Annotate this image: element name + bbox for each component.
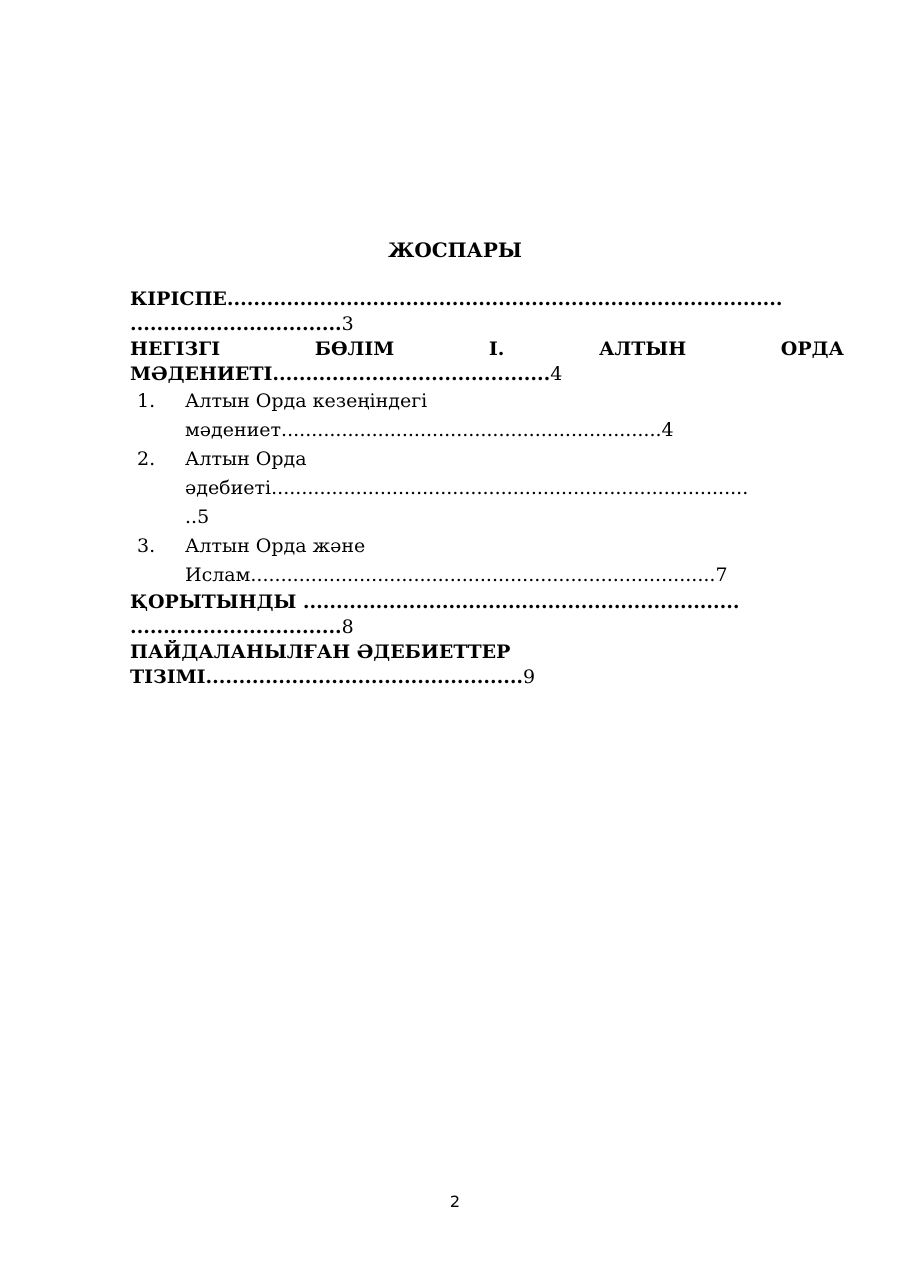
toc-entry-references bbox=[130, 640, 844, 690]
toc-main-word: БӨЛІМ bbox=[314, 338, 395, 360]
toc-main-word: НЕГІЗГІ bbox=[130, 338, 221, 360]
toc-subitem-line2 bbox=[185, 561, 844, 590]
toc-subitem-2 bbox=[130, 445, 844, 532]
toc-entry-conclusion bbox=[130, 590, 844, 640]
toc-references-line1: ПАЙДАЛАНЫЛҒАН ӘДЕБИЕТТЕР bbox=[130, 641, 511, 663]
toc-references-line2 bbox=[130, 665, 844, 690]
toc-subitem-page: 5 bbox=[197, 506, 210, 528]
toc-main-word: І. bbox=[488, 338, 505, 360]
toc-conclusion-page: 8 bbox=[341, 616, 354, 638]
page-title: ЖОСПАРЫ bbox=[388, 238, 522, 262]
toc-references-page: 9 bbox=[523, 666, 536, 688]
toc-subitem-3 bbox=[130, 532, 844, 590]
page-number: 2 bbox=[449, 1192, 461, 1211]
toc-conclusion-line2 bbox=[130, 615, 844, 640]
toc-intro-page: 3 bbox=[341, 313, 354, 335]
toc-main-line2 bbox=[130, 362, 844, 387]
toc-subitem-page: 7 bbox=[715, 564, 728, 586]
toc-subitem-label: мәдениет............................................................... bbox=[185, 419, 662, 441]
toc-subitem-line2 bbox=[185, 416, 844, 445]
toc-subitem-line3 bbox=[185, 503, 844, 532]
toc-entry-intro bbox=[130, 287, 844, 337]
toc-main-page: 4 bbox=[550, 363, 563, 385]
toc-subitem-line1: Алтын Орда және bbox=[185, 535, 366, 557]
toc-main-line1 bbox=[130, 337, 844, 362]
toc-subitem-line2: әдебиеті............................................................................... bbox=[185, 477, 749, 499]
toc-conclusion-line1: ҚОРЫТЫНДЫ .................................................................. bbox=[130, 591, 740, 613]
table-of-contents bbox=[130, 287, 844, 690]
toc-main-word: ОРДА bbox=[780, 338, 844, 360]
toc-subitem-line1: Алтын Орда кезеңіндегі bbox=[185, 390, 428, 412]
toc-subitem-label: Ислам............................................................................. bbox=[185, 564, 716, 586]
toc-entry-main bbox=[130, 337, 844, 387]
toc-subitem-dots: .. bbox=[185, 506, 198, 528]
toc-subitem-1 bbox=[130, 387, 844, 445]
toc-main-word: АЛТЫН bbox=[598, 338, 687, 360]
toc-subitem-page: 4 bbox=[661, 419, 674, 441]
toc-subitem-number: 2. bbox=[137, 448, 156, 470]
toc-subitem-line1: Алтын Орда bbox=[185, 448, 307, 470]
toc-subitem-number: 3. bbox=[137, 535, 156, 557]
toc-intro-dots: ................................ bbox=[130, 313, 342, 335]
toc-subitem-number: 1. bbox=[137, 390, 156, 412]
toc-main-label: МӘДЕНИЕТІ.......................................... bbox=[130, 363, 551, 385]
toc-conclusion-dots: ................................ bbox=[130, 616, 342, 638]
toc-intro-line1: КІРІСПЕ.................................................................................... bbox=[130, 288, 783, 310]
toc-intro-line2 bbox=[130, 312, 844, 337]
toc-references-label: ТІЗІМІ................................................ bbox=[130, 666, 524, 688]
